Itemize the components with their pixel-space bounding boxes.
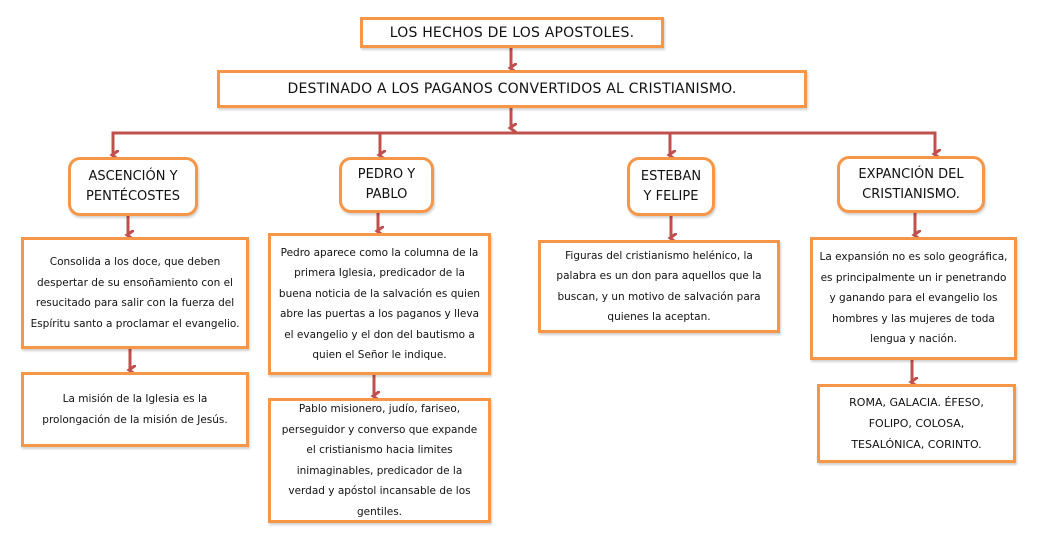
branch-heading-esteban-felipe: [627, 157, 715, 216]
description-text: Figuras del cristianismo helénico, la palabra es un don para aquellos que la buscan, y un motivo de salvación para quienes la aceptan.: [556, 249, 762, 323]
branch-description-ascension: [21, 237, 249, 349]
branch-detail-cities: [817, 384, 1016, 463]
heading-text: ASCENCIÓN Y PENTÉCOSTES: [86, 168, 180, 204]
description-text: La expansión no es solo geográfica, es principalmente un ir penetrando y ganando para el evangelio los hombres y las mujeres de toda lengua y nación.: [819, 251, 1008, 346]
description-text: Consolida a los doce, que deben despertar de su ensoñamiento con el resucitado para salir con la fuerza del Espíritu santo a proclamar el evangelio.: [30, 256, 240, 330]
heading-text: EXPANCIÓN DEL CRISTIANISMO.: [858, 166, 964, 202]
description-text: Pedro aparece como la columna de la primera Iglesia, predicador de la buena noticia de la salvación es quien abre las puertas a los paganos y lleva el evangelio y el don del bautismo a quien el Señor le indique.: [278, 246, 481, 361]
heading-text: ESTEBAN Y FELIPE: [640, 168, 702, 204]
title-box: [360, 17, 664, 48]
detail-text: La misión de la Iglesia es la prolongación de la misión de Jesús.: [42, 393, 228, 426]
diagram-subtitle: DESTINADO A LOS PAGANOS CONVERTIDOS AL CRISTIANISMO.: [287, 81, 737, 97]
diagram-title: LOS HECHOS DE LOS APOSTOLES.: [389, 24, 635, 41]
branch-heading-ascension: [68, 157, 198, 216]
detail-text: Pablo misionero, judío, fariseo, perseguidor y converso que expande el cristianismo hacia limites inimaginables, predicador de la verdad y apóstol incansable de los gentiles.: [281, 403, 478, 518]
branch-description-esteban-felipe: [538, 240, 780, 333]
branch-description-expansion: [810, 237, 1017, 360]
branch-detail-pablo: [268, 398, 491, 523]
detail-text: ROMA, GALACIA. ÉFESO, FOLIPO, COLOSA, TESALÓNICA, CORINTO.: [849, 396, 984, 451]
branch-description-pedro: [268, 233, 491, 375]
branch-detail-ascension: [21, 372, 249, 447]
branch-heading-expansion: [837, 156, 985, 213]
branch-heading-pedro-pablo: [339, 157, 434, 213]
subtitle-box: [217, 70, 807, 108]
heading-text: PEDRO Y PABLO: [357, 167, 416, 202]
